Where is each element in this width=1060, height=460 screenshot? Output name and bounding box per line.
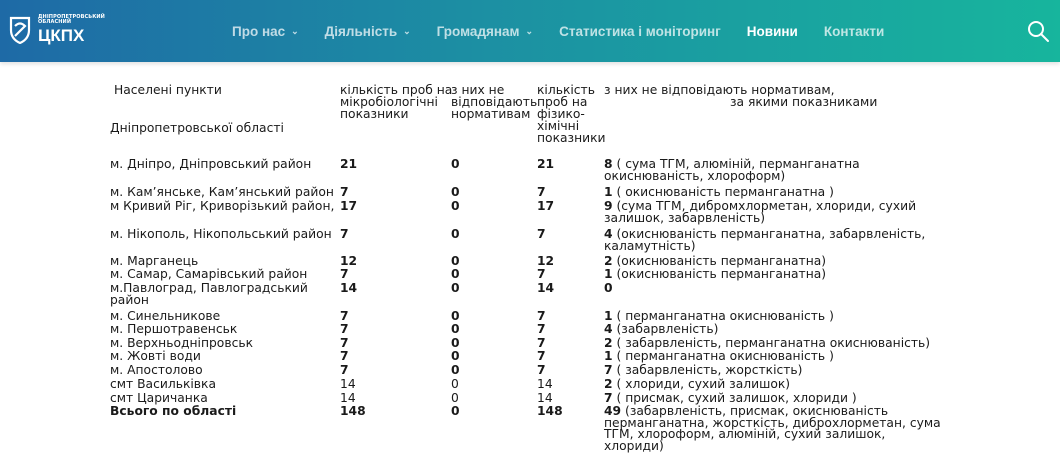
cell-micro-fail: 0 xyxy=(451,363,460,377)
cell-micro-fail: 0 xyxy=(451,281,460,295)
cell-chem-count: 21 xyxy=(537,157,555,171)
cell-micro-fail: 0 xyxy=(451,199,460,213)
cell-chem-fail xyxy=(604,365,802,377)
cell-settlement: м. Нікополь, Нікопольський район xyxy=(110,227,332,241)
cell-chem-fail xyxy=(604,324,718,336)
nav-citizens[interactable] xyxy=(437,24,533,39)
nav-about[interactable] xyxy=(232,24,299,39)
cell-settlement: м. Верхньодніпровськ xyxy=(110,336,253,350)
header-chem-l3: фізико- xyxy=(537,107,585,121)
cell-chem-fail-desc: ( перманганатна окиснюваність ) xyxy=(616,309,834,323)
cell-micro-count: 7 xyxy=(340,267,349,281)
cell-chem-fail-count: 9 xyxy=(604,199,613,213)
cell-chem-count: 12 xyxy=(537,254,555,268)
cell-settlement: Всього по області xyxy=(110,404,237,418)
chevron-down-icon: ⌄ xyxy=(525,25,534,36)
cell-chem-count: 7 xyxy=(537,227,546,241)
main-nav xyxy=(232,0,910,62)
cell-chem-count: 17 xyxy=(537,199,555,213)
header-micro-l1: кількість проб на xyxy=(340,83,453,97)
cell-chem-fail-desc: (окиснюваність перманганатна) xyxy=(616,267,827,281)
cell-settlement: м.Павлоград, Павлоградський xyxy=(110,281,308,295)
cell-chem-fail-desc: (забарвленість) xyxy=(616,322,719,336)
chevron-down-icon: ⌄ xyxy=(403,25,411,36)
header-micro-fail-l1: з них не xyxy=(451,83,505,97)
cell-chem-fail-desc: ( хлориди, сухий залишок) xyxy=(616,377,791,391)
cell-settlement: м. Жовті води xyxy=(110,349,201,363)
nav-activity-label: Діяльність xyxy=(324,23,398,39)
cell-micro-count: 21 xyxy=(340,157,358,171)
cell-chem-fail-count: 2 xyxy=(604,377,613,391)
cell-micro-fail: 0 xyxy=(451,377,459,391)
cell-chem-fail-count: 4 xyxy=(604,227,613,241)
header-micro-fail-l2: відповідають xyxy=(451,95,538,109)
cell-chem-fail xyxy=(604,283,613,295)
cell-chem-count: 148 xyxy=(537,404,563,418)
cell-chem-fail xyxy=(604,187,834,199)
cell-micro-count: 14 xyxy=(340,391,356,405)
cell-chem-fail-count: 2 xyxy=(604,254,613,268)
nav-about-label: Про нас xyxy=(232,23,286,39)
cell-chem-fail xyxy=(604,256,826,268)
header-micro-l3: показники xyxy=(340,107,409,121)
cell-chem-fail-count: 1 xyxy=(604,349,613,363)
cell-micro-count: 12 xyxy=(340,254,358,268)
cell-chem-fail-count: 4 xyxy=(604,322,613,336)
cell-chem-fail-desc: окиснюваність, хлороформ) xyxy=(604,168,786,183)
cell-chem-fail-count: 1 xyxy=(604,267,613,281)
cell-chem-fail-desc: ( окиснюваність перманганатна ) xyxy=(616,185,834,199)
cell-micro-count: 14 xyxy=(340,377,356,391)
cell-chem-fail xyxy=(604,338,930,350)
nav-contacts-label: Контакти xyxy=(823,23,885,39)
cell-chem-fail-count: 49 xyxy=(604,404,622,418)
cell-chem-fail xyxy=(604,379,790,391)
cell-chem-fail-count: 0 xyxy=(604,281,613,295)
cell-micro-fail: 0 xyxy=(451,267,460,281)
cell-settlement: м. Дніпро, Дніпровський район xyxy=(110,157,312,171)
cell-settlement: м. Першотравенськ xyxy=(110,322,238,336)
nav-news-label: Новини xyxy=(746,23,798,39)
cell-micro-fail: 0 xyxy=(451,336,460,350)
cell-chem-fail-desc: (окиснюваність перманганатна, забарвленість, xyxy=(616,227,926,241)
cell-chem-fail-count: 2 xyxy=(604,336,613,350)
cell-micro-count: 7 xyxy=(340,322,349,336)
cell-chem-count: 14 xyxy=(537,391,553,405)
cell-chem-fail-count: 7 xyxy=(604,391,613,405)
cell-chem-fail xyxy=(604,269,826,281)
cell-chem-fail-desc: (окиснюваність перманганатна) xyxy=(616,254,827,268)
site-header xyxy=(0,0,1060,62)
cell-micro-fail: 0 xyxy=(451,185,460,199)
cell-micro-fail: 0 xyxy=(451,322,460,336)
nav-news[interactable] xyxy=(747,24,798,39)
header-chem-l5: показники xyxy=(537,131,606,145)
cell-chem-fail-desc: залишок, забарвленість) xyxy=(604,210,766,225)
header-chem-l4: хімічні xyxy=(537,119,580,133)
cell-micro-fail: 0 xyxy=(451,157,460,171)
cell-settlement: м. Апостолово xyxy=(110,363,203,377)
cell-chem-count: 7 xyxy=(537,267,546,281)
cell-settlement: м. Марганець xyxy=(110,254,199,268)
cell-micro-fail: 0 xyxy=(451,309,460,323)
cell-chem-count: 7 xyxy=(537,349,546,363)
cell-micro-fail: 0 xyxy=(451,227,460,241)
cell-chem-fail-count: 8 xyxy=(604,157,613,171)
cell-micro-count: 7 xyxy=(340,349,349,363)
cell-micro-count: 7 xyxy=(340,185,349,199)
nav-activity[interactable] xyxy=(325,24,411,39)
cell-chem-fail-desc: хлориди) xyxy=(604,438,664,453)
cell-micro-count: 7 xyxy=(340,227,349,241)
cell-chem-fail-desc: (сума ТГМ, дибромхлорметан, хлориди, сухий xyxy=(616,199,917,213)
cell-chem-fail-desc: перманганатна, жорсткість, диброхлорметан, сума xyxy=(604,415,941,430)
site-logo[interactable] xyxy=(8,14,105,44)
cell-chem-fail-desc: ТГМ, хлороформ, алюміній, сухий залишок, xyxy=(604,427,886,441)
cell-chem-count: 7 xyxy=(537,309,546,323)
header-settlements: Населені пункти xyxy=(114,83,222,97)
cell-chem-fail-count: 1 xyxy=(604,309,613,323)
cell-micro-count: 7 xyxy=(340,309,349,323)
cell-micro-fail: 0 xyxy=(451,391,459,405)
cell-settlement: м. Синельникове xyxy=(110,309,221,323)
cell-micro-count: 17 xyxy=(340,199,358,213)
cell-micro-count: 7 xyxy=(340,336,349,350)
logo-name: ЦКПХ xyxy=(38,25,85,45)
header-chem-fail-l1: з них не відповідають нормативам, xyxy=(604,83,835,97)
cell-chem-fail xyxy=(604,311,834,323)
header-chem-fail-l2: за якими показниками xyxy=(730,95,878,109)
logo-subtitle-line2: ОБЛАСНИЙ xyxy=(38,18,72,25)
cell-chem-count: 7 xyxy=(537,322,546,336)
cell-chem-fail-count: 1 xyxy=(604,185,613,199)
cell-chem-count: 7 xyxy=(537,336,546,350)
nav-stats-label: Статистика і моніторинг xyxy=(559,23,721,39)
cell-settlement: смт Васильківка xyxy=(110,377,216,391)
header-chem-l1: кількість xyxy=(537,83,595,97)
cell-chem-count: 14 xyxy=(537,377,553,391)
cell-settlement: смт Царичанка xyxy=(110,391,208,405)
cell-settlement: м. Кам’янське, Кам’янський район xyxy=(110,185,334,199)
cell-micro-count: 148 xyxy=(340,404,366,418)
cell-chem-fail-desc: ( забарвленість, жорсткість) xyxy=(616,363,803,377)
cell-micro-count: 14 xyxy=(340,281,358,295)
search-icon[interactable] xyxy=(1026,19,1050,43)
cell-chem-fail-desc: ( забарвленість, перманганатна окиснюваність) xyxy=(616,336,931,350)
cell-chem-count: 7 xyxy=(537,363,546,377)
cell-chem-count: 14 xyxy=(537,281,555,295)
cell-micro-fail: 0 xyxy=(451,349,460,363)
header-chem-l2: проб на xyxy=(537,95,588,109)
header-settlements-region: Дніпропетровської області xyxy=(110,121,284,135)
cell-chem-fail-desc: каламутність) xyxy=(604,238,696,253)
chevron-down-icon: ⌄ xyxy=(291,25,299,36)
nav-citizens-label: Громадянам xyxy=(436,23,520,39)
logo-subtitle-line1: ДНІПРОПЕТРОВСЬКИЙ xyxy=(38,13,105,20)
nav-stats[interactable] xyxy=(559,24,721,39)
header-micro-l2: мікробіологічні xyxy=(340,95,438,109)
cell-micro-fail: 0 xyxy=(451,404,460,418)
cell-chem-fail-desc: ( сума ТГМ, алюміній, перманганатна xyxy=(616,157,860,171)
cell-chem-fail-count: 7 xyxy=(604,363,613,377)
nav-contacts[interactable] xyxy=(824,24,884,39)
cell-settlement: район xyxy=(110,292,149,307)
logo-emblem-icon xyxy=(8,14,32,44)
cell-micro-fail: 0 xyxy=(451,254,460,268)
cell-chem-fail-desc: (забарвленість, присмак, окиснюваність xyxy=(625,404,889,418)
cell-chem-fail xyxy=(604,393,857,405)
cell-micro-count: 7 xyxy=(340,363,349,377)
cell-settlement: м. Самар, Самарівський район xyxy=(110,267,308,281)
header-micro-fail-l3: нормативам xyxy=(451,107,531,121)
cell-settlement: м Кривий Ріг, Криворізький район, xyxy=(110,199,335,213)
cell-chem-fail xyxy=(604,351,834,363)
cell-chem-count: 7 xyxy=(537,185,546,199)
cell-chem-fail-desc: ( перманганатна окиснюваність ) xyxy=(616,349,834,363)
cell-chem-fail-desc: ( присмак, сухий залишок, хлориди ) xyxy=(616,391,857,405)
